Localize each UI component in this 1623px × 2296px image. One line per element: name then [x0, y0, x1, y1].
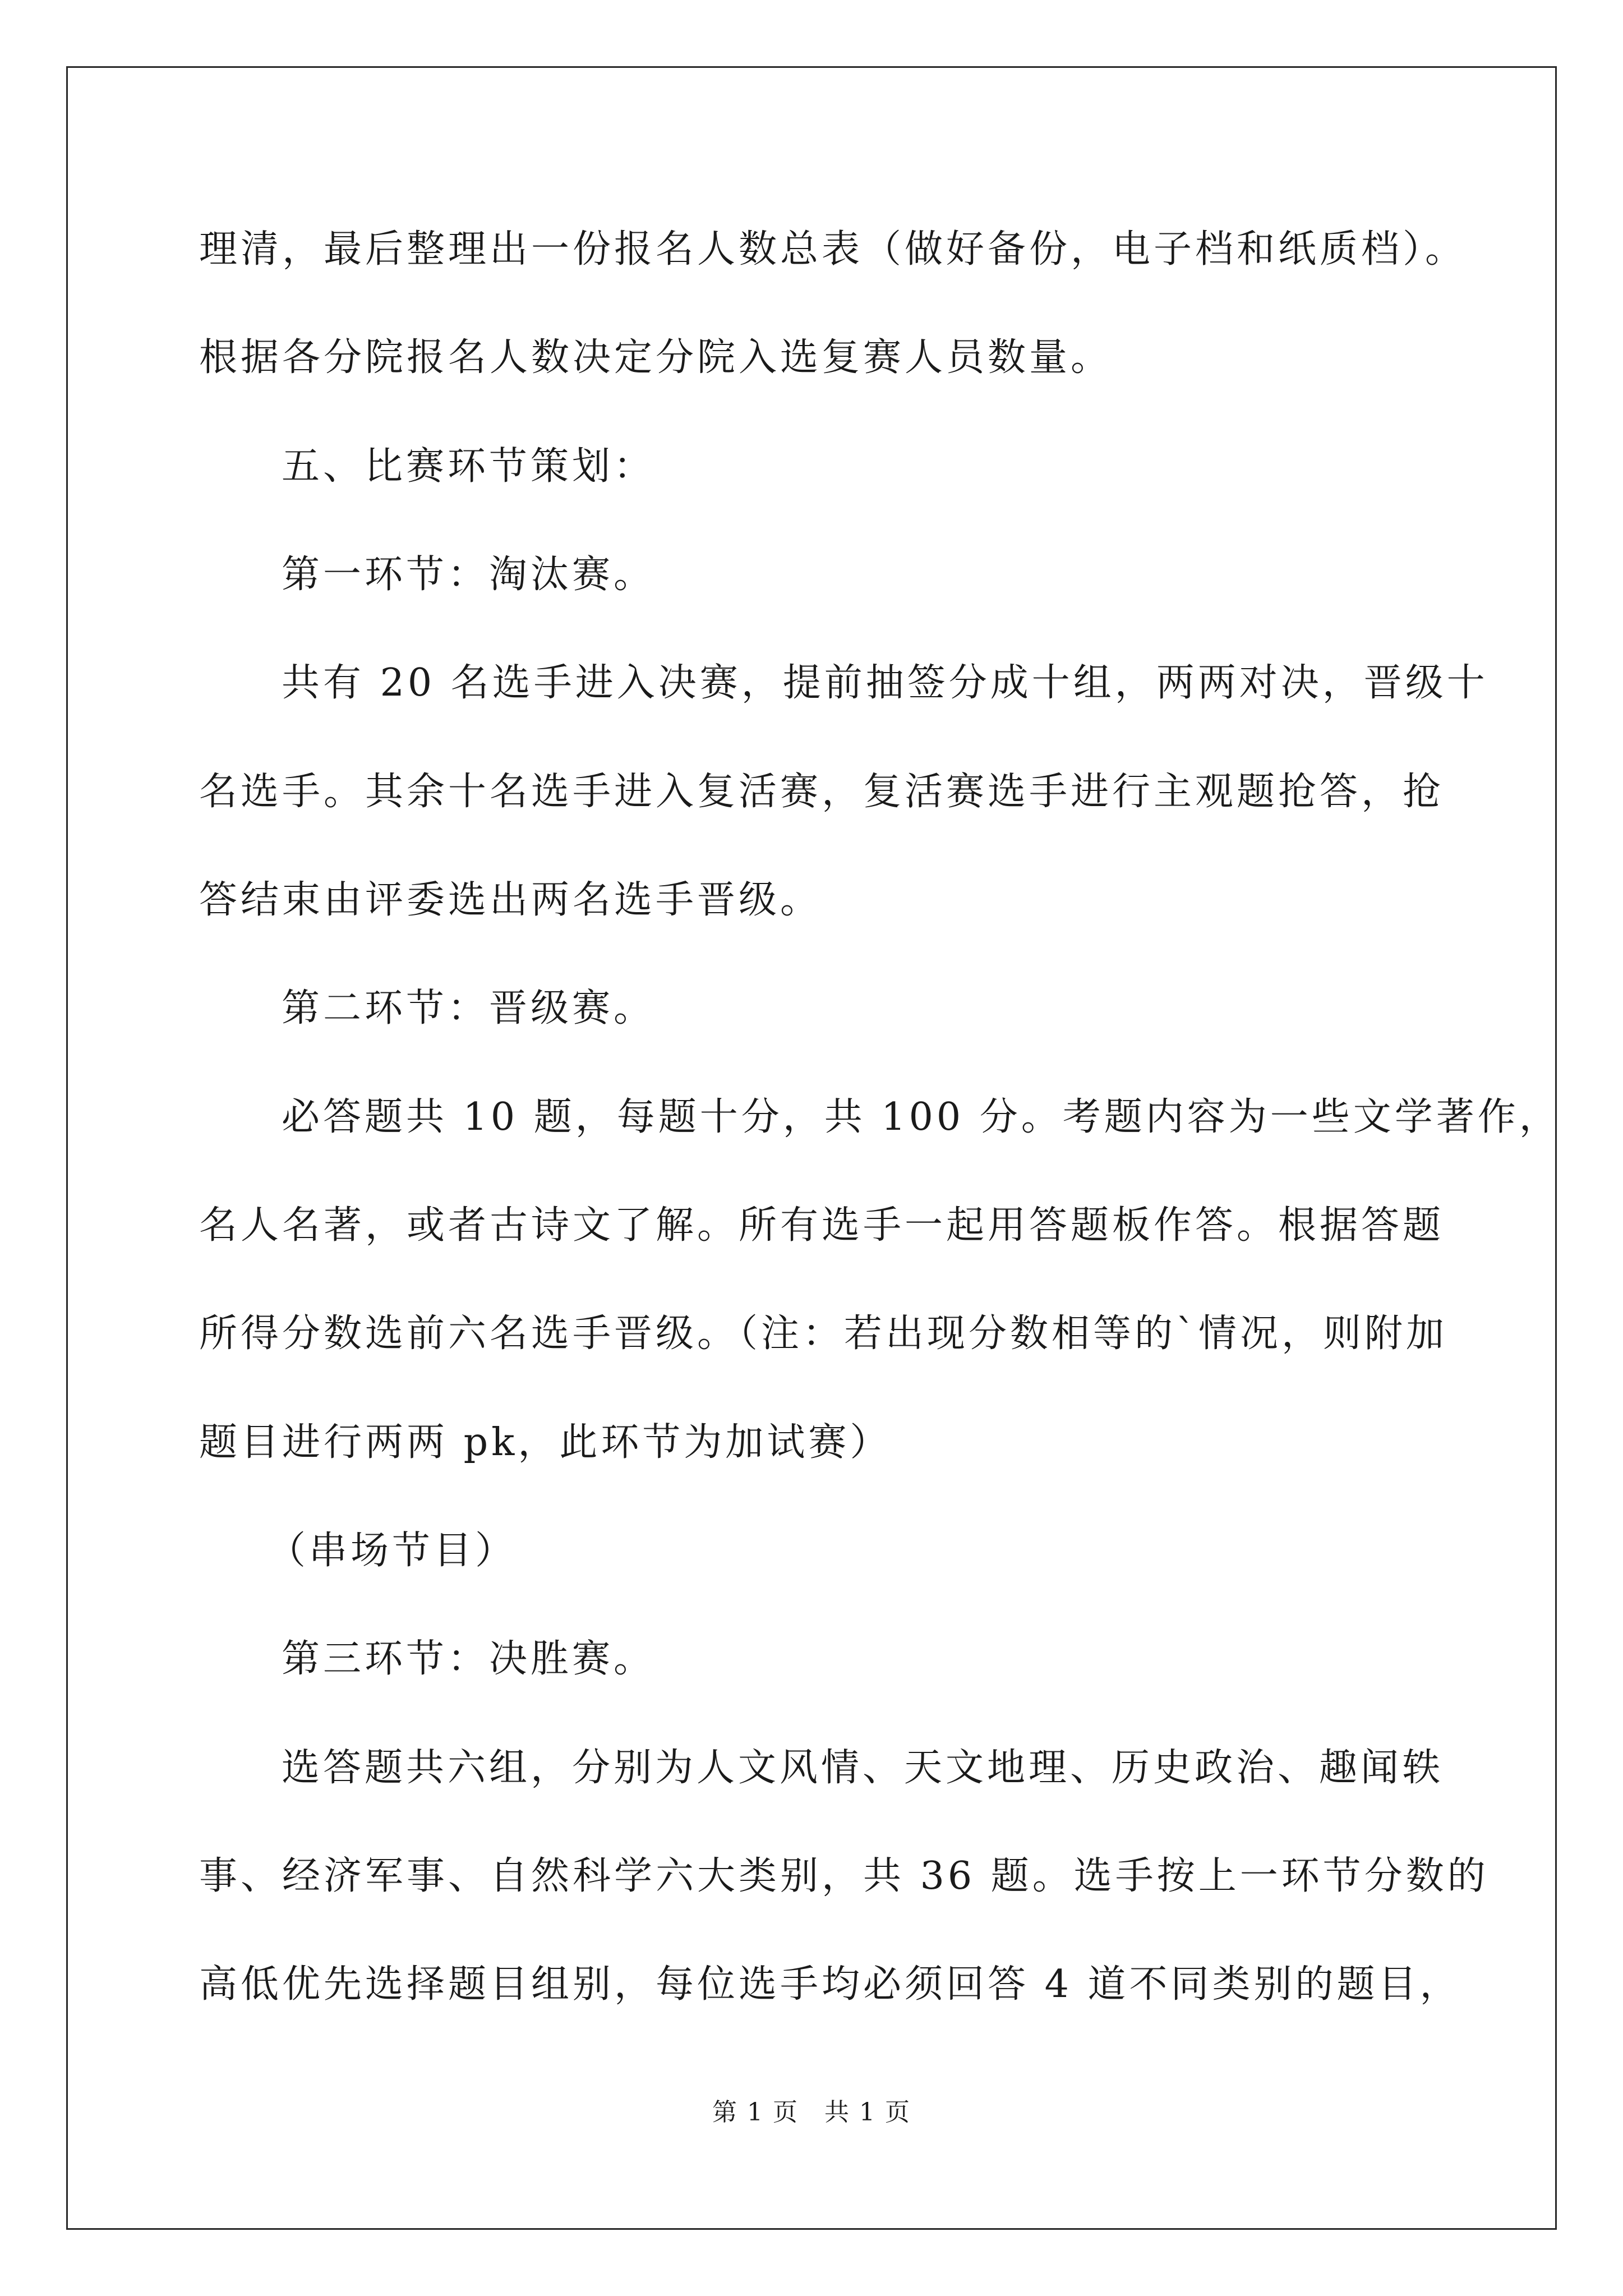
body-line: 理清，最后整理出一份报名人数总表（做好备份，电子档和纸质档）。 [199, 227, 1467, 272]
body-line: 根据各分院报名人数决定分院入选复赛人员数量。 [199, 335, 1113, 380]
body-line: 名人名著，或者古诗文了解。所有选手一起用答题板作答。根据答题 [199, 1203, 1445, 1248]
body-line: 题目进行两两 pk，此环节为加试赛） [199, 1420, 892, 1465]
body-line: 名选手。其余十名选手进入复活赛，复活赛选手进行主观题抢答，抢 [199, 770, 1445, 814]
stage-heading: 第二环节：晋级赛。 [282, 986, 656, 1030]
interlude-note: （串场节目） [268, 1529, 517, 1573]
body-line: 必答题共 10 题，每题十分，共 100 分。考题内容为一些文学著作， [282, 1095, 1561, 1139]
body-line: 高低优先选择题目组别，每位选手均必须回答 4 道不同类别的题目， [199, 1962, 1461, 2007]
stage-heading: 第三环节：决胜赛。 [282, 1637, 656, 1681]
body-line: 事、经济军事、自然科学六大类别，共 36 题。选手按上一环节分数的 [199, 1854, 1489, 1898]
page-border [66, 66, 1557, 2230]
body-line: 答结束由评委选出两名选手晋级。 [199, 878, 822, 922]
page-number-footer: 第 1 页 共 1 页 [712, 2098, 911, 2127]
stage-heading: 第一环节：淘汰赛。 [282, 553, 656, 597]
body-line: 所得分数选前六名选手晋级。（注：若出现分数相等的`情况，则附加 [199, 1312, 1448, 1356]
body-line: 共有 20 名选手进入决赛，提前抽签分成十组，两两对决，晋级十 [282, 661, 1488, 705]
section-heading: 五、比赛环节策划： [282, 444, 656, 489]
body-line: 选答题共六组，分别为人文风情、天文地理、历史政治、趣闻轶 [282, 1746, 1444, 1790]
